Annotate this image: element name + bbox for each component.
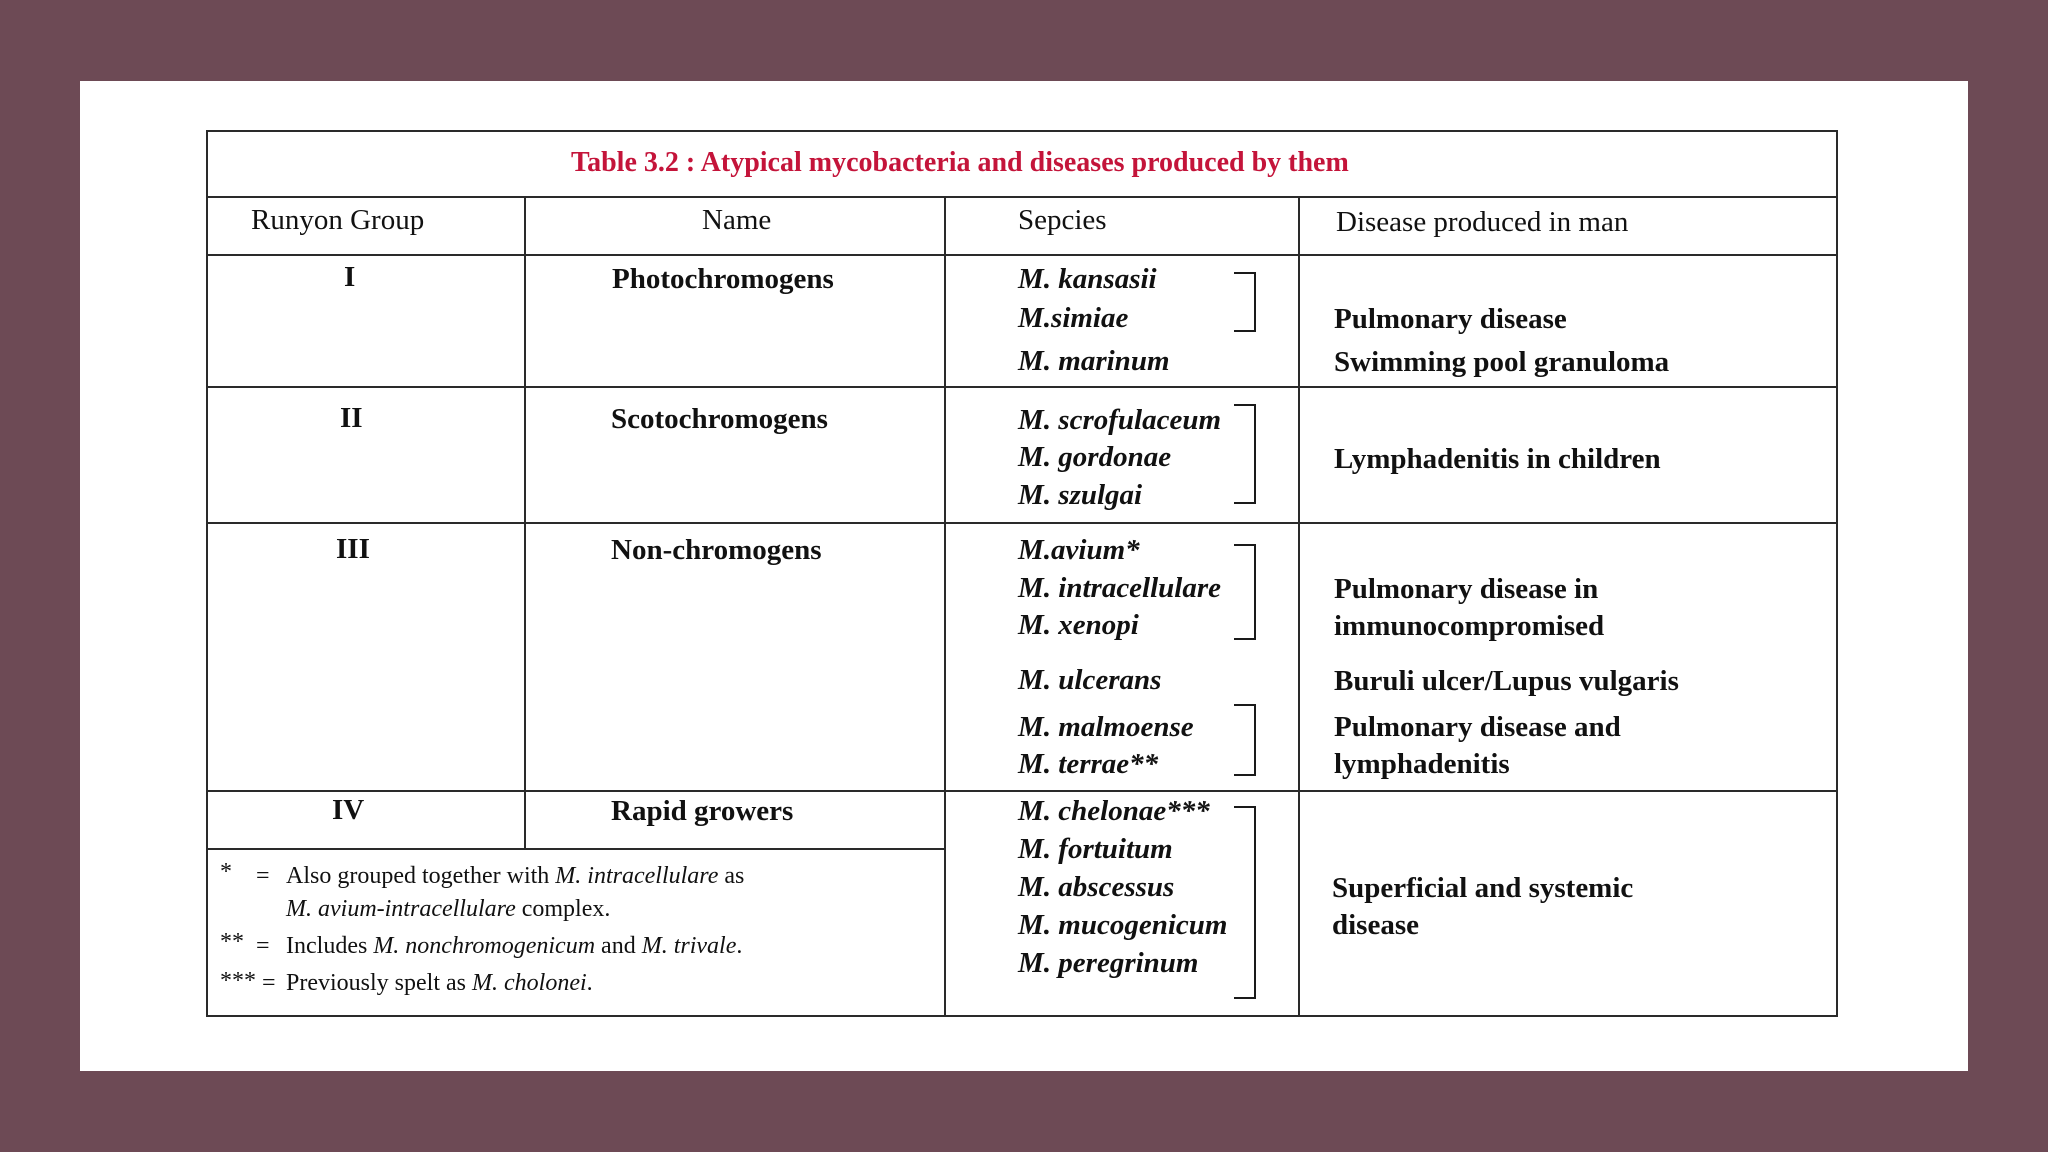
footnote-2	[286, 930, 742, 962]
table-title: Table 3.2 : Atypical mycobacteria and diseases produced by them	[571, 147, 1349, 178]
footnote-divider	[206, 848, 944, 850]
species-2-2: M. gordonae	[1018, 441, 1172, 473]
col-divider-3	[1298, 196, 1300, 1015]
header-disease: Disease produced in man	[1336, 206, 1629, 238]
disease-3-1: Pulmonary disease in	[1334, 573, 1599, 605]
footnote-2-ital: M. nonchromogenicum	[373, 933, 596, 959]
footnote-2-post2: .	[736, 933, 743, 959]
title-divider	[206, 196, 1836, 198]
footnote-2-post: and	[595, 933, 642, 959]
disease-3-5: lymphadenitis	[1334, 748, 1510, 780]
group-1: I	[344, 261, 356, 293]
species-3-6: M. terrae**	[1018, 748, 1159, 780]
disease-3-4: Pulmonary disease and	[1334, 711, 1621, 743]
group-2: II	[340, 402, 363, 434]
header-divider	[206, 254, 1836, 256]
bracket-3a	[1234, 544, 1256, 640]
name-3: Non-chromogens	[611, 534, 822, 566]
species-4-1: M. chelonae***	[1018, 795, 1210, 827]
disease-4-2: disease	[1332, 909, 1419, 941]
disease-3-2: immunocompromised	[1334, 610, 1605, 642]
header-species: Sepcies	[1018, 204, 1107, 236]
name-1: Photochromogens	[612, 263, 834, 295]
disease-2-1: Lymphadenitis in children	[1334, 443, 1661, 475]
species-3-5: M. malmoense	[1018, 711, 1194, 743]
species-3-3: M. xenopi	[1018, 609, 1139, 641]
mycobacteria-table	[206, 130, 1836, 1015]
row-divider-1	[206, 386, 1836, 388]
species-4-3: M. abscessus	[1018, 871, 1175, 903]
disease-4-1: Superficial and systemic	[1332, 872, 1634, 904]
col-divider-2	[944, 196, 946, 1015]
footnote-3-mark: ***	[220, 968, 256, 994]
footnote-1-eq: =	[256, 863, 270, 889]
disease-1-2: Swimming pool granuloma	[1334, 346, 1670, 378]
col-divider-1	[524, 196, 526, 848]
header-runyon-group: Runyon Group	[251, 204, 425, 236]
name-4: Rapid growers	[611, 795, 794, 827]
row-divider-2	[206, 522, 1836, 524]
footnote-3-post: .	[586, 970, 593, 996]
species-1-1: M. kansasii	[1018, 263, 1157, 295]
bracket-4	[1234, 806, 1256, 999]
species-2-1: M. scrofulaceum	[1018, 404, 1221, 436]
species-3-2: M. intracellulare	[1018, 572, 1222, 604]
bracket-1	[1234, 272, 1256, 332]
species-4-5: M. peregrinum	[1018, 947, 1199, 979]
footnote-1b	[286, 893, 610, 925]
footnote-3-ital: M. cholonei	[472, 970, 587, 996]
species-3-1: M.avium*	[1018, 534, 1140, 566]
species-4-2: M. fortuitum	[1018, 833, 1173, 865]
footnote-1-pre: Also grouped together with	[286, 863, 556, 889]
footnote-2-ital2: M. trivale	[641, 933, 737, 959]
species-1-2: M.simiae	[1018, 302, 1129, 334]
footnote-1-mark: *	[220, 859, 232, 885]
footnote-1b-post: complex.	[515, 896, 611, 922]
footnote-3-pre: Previously spelt as	[286, 970, 472, 996]
footnote-1-post: as	[718, 863, 745, 889]
footnote-1b-ital: M. avium-intracellulare	[286, 896, 516, 922]
footnote-2-pre: Includes	[286, 933, 374, 959]
footnote-2-mark: **	[220, 929, 244, 955]
bracket-2	[1234, 404, 1256, 504]
footnote-1-ital: M. intracellulare	[555, 863, 719, 889]
footnote-1	[286, 860, 744, 892]
species-1-3: M. marinum	[1018, 345, 1170, 377]
disease-3-3: Buruli ulcer/Lupus vulgaris	[1334, 665, 1679, 697]
footnote-2-eq: =	[256, 933, 270, 959]
group-3: III	[336, 533, 370, 565]
species-3-4: M. ulcerans	[1018, 664, 1162, 696]
species-4-4: M. mucogenicum	[1018, 909, 1228, 941]
footnote-3-eq: =	[262, 970, 276, 996]
disease-1-1: Pulmonary disease	[1334, 303, 1567, 335]
group-4: IV	[332, 794, 365, 826]
name-2: Scotochromogens	[611, 403, 828, 435]
header-name: Name	[702, 204, 772, 236]
species-2-3: M. szulgai	[1018, 479, 1143, 511]
footnote-3	[286, 967, 593, 999]
bracket-3b	[1234, 704, 1256, 776]
